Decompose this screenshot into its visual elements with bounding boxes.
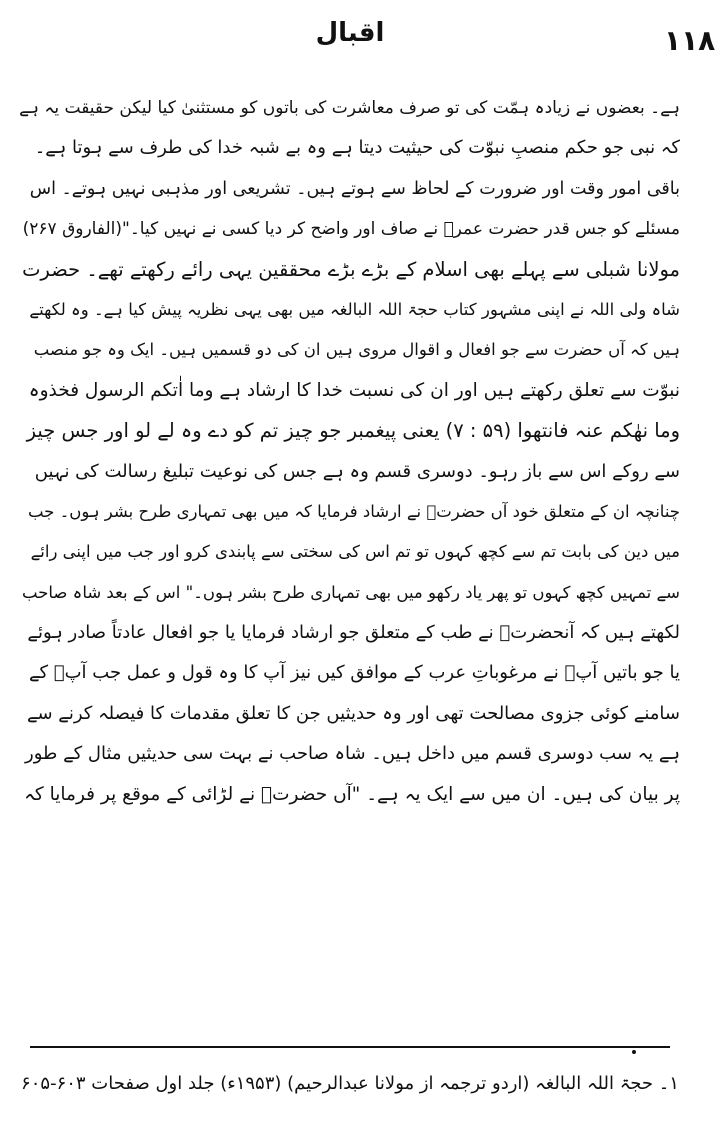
text-line: ہیں کہ آں حضرت سے جو افعال و اقوال مروی ہیں ان کی دو قسمیں ہیں۔ ایک وہ جو منصب: [33, 340, 680, 360]
text-line: شاہ ولی اللہ نے اپنی مشہور کتاب حجۃ اللہ البالغہ میں بھی یہی نظریہ پیش کیا ہے۔ وہ لکھتے: [29, 299, 680, 319]
text-line: سامنے کوئی جزوی مصالحت تھی اور وہ حدیثیں جن کا تعلق مقدمات کا فیصلہ کرنے سے: [26, 702, 680, 724]
body-text: [20, 88, 680, 815]
page-header: [24, 18, 715, 68]
text-line: مسئلے کو جس قدر حضرت عمرؓ نے صاف اور واضح کر دیا کسی نے نہیں کیا۔"(الفاروق ۲۶۷): [22, 219, 680, 240]
text-line: میں دین کی بابت تم سے کچھ کہوں تو تم اس کی سختی سے پابندی کرو اور جب میں اپنی رائے: [30, 542, 680, 562]
text-line: مولانا شبلی سے پہلے بھی اسلام کے بڑے بڑے محققین یہی رائے رکھتے تھے۔ حضرت: [22, 257, 680, 281]
running-title: اقبال: [315, 18, 385, 48]
text-line: یا جو باتیں آپؐ نے مرغوباتِ عرب کے موافق کیں نیز آپ کا وہ قول و عمل جب آپؐ کے: [28, 662, 680, 684]
text-line: ہے یہ سب دوسری قسم میں داخل ہیں۔ شاہ صاحب نے بہت سی حدیثیں مثال کے طور: [25, 743, 680, 765]
footnote: ۱۔ حجۃ اللہ البالغہ (اردو ترجمہ از مولانا عبدالرحیم) (۱۹۵۳ء) جلد اول صفحات ۶۰۳-۶۰۵: [21, 1073, 679, 1094]
text-line: سے تمہیں کچھ کہوں تو پھر یاد رکھو میں بھی تمہاری طرح بشر ہوں۔" اس کے بعد شاہ صاحب: [21, 582, 680, 602]
text-line: سے روکے اس سے باز رہو۔ دوسری قسم وہ ہے جس کی نوعیت تبلیغ رسالت کی نہیں: [34, 460, 680, 482]
divider-dot: [632, 1050, 636, 1054]
text-line: لکھتے ہیں کہ آنحضرتؐ نے طب کے متعلق جو ارشاد فرمایا یا جو افعال عادتاً صادر ہوئے: [27, 622, 680, 644]
text-line: ہے۔ بعضوں نے زیادہ ہمّت کی تو صرف معاشرت کی باتوں کو مستثنیٰ کیا لیکن حقیقت یہ ہے: [19, 98, 680, 118]
footnote-divider: [30, 1046, 670, 1048]
text-line: کہ نبی جو حکم منصبِ نبوّت کی حیثیت دیتا ہے وہ بے شبہ خدا کی طرف سے ہوتا ہے۔: [34, 137, 680, 159]
page-number: ۱۱۸: [664, 24, 715, 57]
text-line: چنانچہ ان کے متعلق خود آں حضرتؐ نے ارشاد فرمایا کہ میں بھی تمہاری طرح بشر ہوں۔ جب: [27, 501, 680, 521]
text-line: وما نھٰکم عنہ فانتھوا (۵۹ : ۷) یعنی پیغمبر جو چیز تم کو دے وہ لے لو اور جس چیز: [26, 419, 680, 443]
text-line: پر بیان کی ہیں۔ ان میں سے ایک یہ ہے۔ "آں حضرتؐ نے لڑائی کے موقع پر فرمایا کہ: [24, 783, 680, 805]
text-line: باقی امور وقت اور ضرورت کے لحاظ سے ہوتے ہیں۔ تشریعی اور مذہبی نہیں ہوتے۔ اس: [29, 178, 680, 199]
text-line: نبوّت سے تعلق رکھتے ہیں اور ان کی نسبت خدا کا ارشاد ہے وما اٰتکم الرسول فخذوہ: [28, 379, 680, 401]
